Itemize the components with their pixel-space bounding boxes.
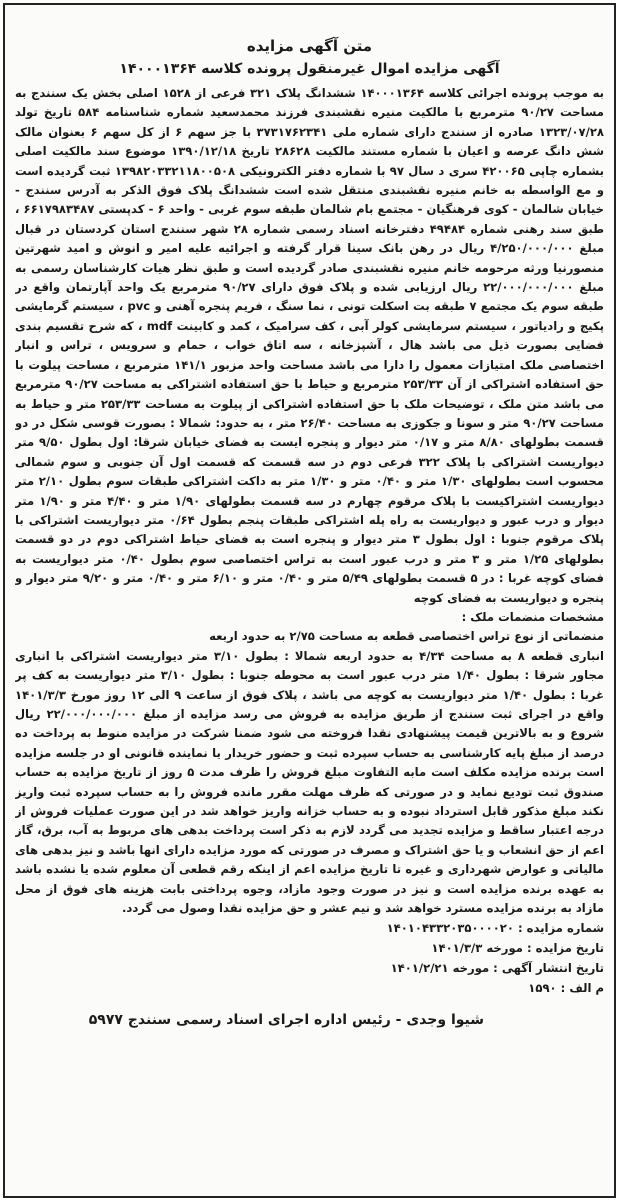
auction-number: شماره مزایده : ۱۴۰۱۰۴۳۳۲۰۳۵۰۰۰۰۲۰ bbox=[386, 921, 604, 936]
notice-frame bbox=[3, 3, 616, 1198]
notice-document bbox=[15, 15, 604, 1188]
publish-date: تاریخ انتشار آگهی : مورخه ۱۴۰۱/۲/۲۱ bbox=[390, 961, 604, 976]
notice-title: متن آگهی مزایده bbox=[246, 37, 373, 55]
auction-date: تاریخ مزایده : مورخه ۱۴۰۱/۳/۳ bbox=[431, 941, 604, 956]
notice-paragraph: به موجب پرونده اجرائی کلاسه ۱۴۰۰۰۱۳۶۴ ششدانگ پلاک ۳۲۱ فرعی از ۱۵۲۸ اصلی بخش یک سنندج به مساحت ۹۰/۲۷ مترمربع با مالکیت منیره نقشبندی فرزند محمدسعید شماره شناسنامه ۵۸۴ تاریخ تولد ۱۳۲۳/۰۷/۲۸ صادره از سنندج دارای شماره ملی ۳۷۳۱۷۶۲۳۴۱ با جز سهم ۶ از کل سهم ۶ بعنوان مالک شش دانگ عرصه و اعیان با شماره مستند مالکیت ۲۸۶۲۸ تاریخ ۱۳۹۰/۱۲/۱۸ موضوع سند مالکیت اصلی بشماره چاپی ۴۲۰۰۶۵ سری د سال ۹۷ با شماره دفتر الکترونیکی ۱۳۹۸۲۰۳۳۲۱۱۸۰۰۵۰۸ ثبت گردیده است و مع الواسطه به خانم منیره نقشبندی منتقل شده است ششدانگ پلاک فوق الذکر به آدرس سنندج - خیابان شالمان - کوی فرهنگیان - مجتمع بام شالمان طبقه سوم غربی - واحد ۶ - کدپستی ۶۶۱۷۹۸۳۴۸۷ ، طبق سند رهنی شماره ۴۹۴۸۴ دفترخانه اسناد رسمی شماره ۲۸ شهر سنندج استان کردستان در قبال مبلغ ۴/۲۵۰/۰۰۰/۰۰۰ ریال در رهن بانک سینا قرار گرفته و اجرائیه علیه امیر و انوش و امید شهرتین منصورنیا ورثه مرحومه خانم منیره نقشبندی صادر گردیده است و طبق نظر هیات کارشناسان رسمی به مبلغ ۲۲/۰۰۰/۰۰۰/۰۰۰ ریال ارزیابی شده و پلاک فوق دارای ۹۰/۲۷ مترمربع یک واحد آپارتمان واقع در طبقه سوم یک مجتمع ۷ طبقه بت اسکلت تونی ، نما سنگ ، فریم پنجره آهنی و pvc ، سیستم گرمایشی پکیج و رادیاتور ، سیستم سرمایشی کولر آبی ، کف سرامیک ، کمد و کابینت mdf ، که شرح تقسیم بندی فضایی بصورت ذیل می باشد هال ، آشپزخانه ، سه اتاق خواب ، حمام و سرویس ، تراس و انبار اختصاصی ملک امتیازات معمول را دارا می باشد مساحت واحد مزبور ۱۴۱/۱ مترمربع ، مساحت پیلوت با حق استفاده اشتراکی از آن ۲۵۳/۳۳ مترمربع و حیاط با حق استفاده اشتراکی به مساحت ۹۰/۲۷ مترمربع می باشد متن ملک ، توضیحات ملک با حق استفاده اشتراکی از پیلوت به مساحت ۲۵۳/۳۳ متر و حیاط به مساحت ۹۰/۲۷ متر و سونا و جکوزی به مساحت ۲۶/۴۰ متر ، به حدود: شمالا : بصورت قوسی شکل در دو قسمت بطولهای ۸/۸۰ متر و ۰/۱۷ متر دیوار و پنجره ایست به فضای خیابان شرقا: اول بطول ۹/۵۰ متر دیواریست اشتراکی با پلاک ۳۲۲ فرعی دوم در سه قسمت که قسمت اول آن جنوبی و سوم شمالی محسوب است بطولهای ۱/۳۰ متر و ۰/۴۰ متر و ۱/۳۰ متر به داکت اشتراکی طبقات سوم بطول ۲/۱۰ متر دیواریست اشتراکیست با پلاک مرقوم چهارم در سه قسمت بطولهای ۱/۹۰ متر و ۴/۴۰ متر و ۱/۹۰ متر دیوار و درب عبور و دیواریست به راه پله اشتراکی طبقات پنجم بطول ۰/۶۴ متر دیواریست اشتراکی با پلاک مرقوم جنوبا : اول بطول ۳ متر دیوار و پنجره است به فضای حیاط اشتراکی دوم در دو قسمت بطولهای ۱/۲۵ متر و ۳ متر و درب عبور است به تراس اختصاصی سوم بطول ۰/۴۰ متر دیواریست به فضای کوچه غربا : در ۵ قسمت بطولهای ۵/۴۹ متر و ۰/۴۰ متر و ۶/۱۰ متر و ۰/۴۰ متر و ۹/۲۰ متر دیوار و پنجره و دیواریست به فضای کوچه bbox=[15, 86, 604, 605]
signature-line: شیوا وجدی - رئیس اداره اجرای اسناد رسمی سنندج ۵۹۷۷ bbox=[88, 1012, 484, 1029]
reference-code: م الف : ۱۵۹۰ bbox=[528, 981, 604, 996]
notice-paragraph: منضماتی از نوع تراس اختصاصی قطعه به مساحت ۲/۷۵ به حدود اربعه bbox=[209, 629, 604, 644]
notice-paragraph: مشخصات منضمات ملک : bbox=[461, 609, 604, 624]
notice-body bbox=[15, 84, 604, 918]
notice-paragraph: انباری قطعه ۸ به مساحت ۴/۳۴ به حدود اربعه شمالا : بطول ۳/۱۰ متر دیواریست اشتراکی با انباری مجاور شرقا : بطول ۱/۴۰ متر درب عبور است به محوطه جنوبا : بطول ۳/۱۰ متر دیواریست به کف پر غربا : بطول ۱/۴۰ متر دیواریست به کوچه می باشد ، پلاک فوق از ساعت ۹ الی ۱۲ روز مورخ ۱۴۰۱/۳/۳ واقع در اجرای ثبت سنندج از طریق مزایده به فروش می رسد مزایده از مبلغ ۲۲/۰۰۰/۰۰۰/۰۰۰ ریال شروع و به بالاترین قیمت پیشنهادی نقدا فروخته می شود ضمنا شرکت در مزایده منوط به پرداخت ده درصد از مبلغ پایه کارشناسی به حساب سپرده ثبت و حضور خریدار یا نماینده قانونی او در جلسه مزایده است برنده مزایده مکلف است مابه التفاوت مبلغ فروش را ظرف مدت ۵ روز از تاریخ مزایده به حساب صندوق ثبت تودیع نماید و در صورتی که ظرف مهلت مقرر مانده فروش را به حساب سپرده ثبت واریز نکند مبلغ مذکور قابل استرداد نبوده و به حساب خزانه واریز خواهد شد در این صورت عملیات فروش از درجه اعتبار ساقط و مزایده تجدید می گردد لازم به ذکر است پرداخت بدهی های مربوط به آب، برق، گاز اعم از حق انشعاب و یا حق اشتراک و مصرف در صورتی که مورد مزایده دارای انها باشد و نیز بدهی های مالیاتی و عوارض شهرداری و غیره تا تاریخ مزایده اعم از اینکه رقم قطعی آن معلوم شده یا نشده باشد به عهده برنده مزایده است و نیز در صورت وجود مازاد، وجوه پرداختی بابت هزینه های فوق از محل مازاد به برنده مزایده مسترد خواهد شد و نیم عشر و حق مزایده نقدا وصول می گردد. bbox=[15, 648, 604, 916]
notice-subtitle: آگهی مزایده اموال غیرمنقول پرونده کلاسه ۱۴۰۰۰۱۳۶۴ bbox=[119, 61, 500, 77]
